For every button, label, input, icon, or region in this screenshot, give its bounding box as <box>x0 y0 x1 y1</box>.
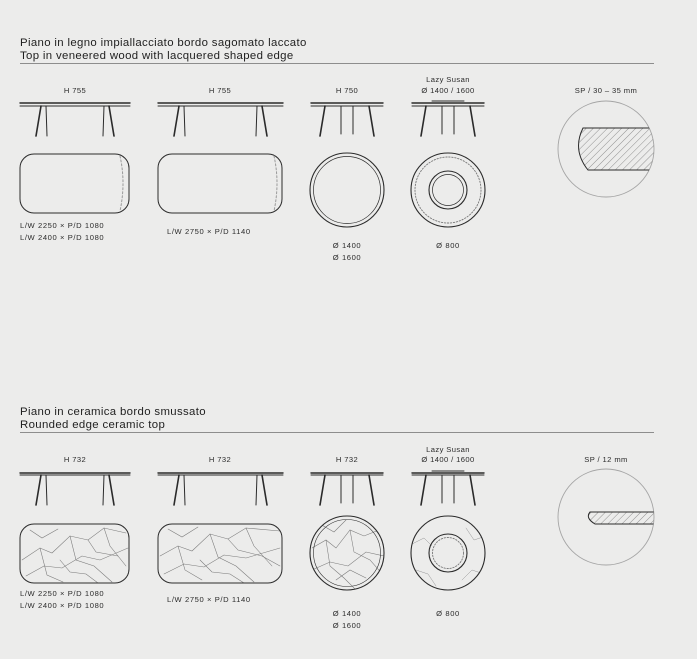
round-dimension-a: Ø 1400 <box>332 609 362 618</box>
round-dimension-a: Ø 1400 <box>332 241 362 250</box>
table1-dimension-a: L/W 2250 × P/D 1080 <box>20 221 105 230</box>
table2-dimension: L/W 2750 × P/D 1140 <box>167 595 251 604</box>
table2-marble-plan <box>158 524 282 583</box>
lazy-susan-marble-plan <box>411 516 486 590</box>
lazy-susan-plan <box>411 153 485 227</box>
edge-detail-2 <box>558 469 660 565</box>
table1-dimension-a: L/W 2250 × P/D 1080 <box>20 589 105 598</box>
section-1-title-it: Piano in legno impiallacciato bordo sagomato laccato <box>20 37 307 49</box>
round-dimension-b: Ø 1600 <box>332 621 362 630</box>
table1-elevation <box>20 103 130 136</box>
lazy-susan-dimension: Ø 800 <box>436 609 460 618</box>
round-table-height-label: H 750 <box>335 86 359 95</box>
lazy-susan-label: Lazy Susan <box>426 445 470 454</box>
table1-dimension-b: L/W 2400 × P/D 1080 <box>20 601 105 610</box>
lazy-susan-sizes: Ø 1400 / 1600 <box>421 455 475 464</box>
round-table-elevation <box>311 103 383 136</box>
table2-height-label: H 732 <box>208 455 232 464</box>
lazy-susan-dimension: Ø 800 <box>436 241 460 250</box>
table2-elevation <box>158 103 283 136</box>
section-2-title-en: Rounded edge ceramic top <box>20 419 166 431</box>
table1-dimension-b: L/W 2400 × P/D 1080 <box>20 233 105 242</box>
table1-plan <box>20 154 129 213</box>
table2-elevation <box>158 473 283 505</box>
table1-height-label: H 755 <box>63 86 87 95</box>
lazy-susan-label: Lazy Susan <box>426 75 470 84</box>
round-table-marble-plan <box>310 516 384 590</box>
lazy-susan-elevation <box>412 471 484 505</box>
edge-thickness-label: SP / 30 – 35 mm <box>574 86 638 95</box>
table1-elevation <box>20 473 130 505</box>
round-table-elevation <box>311 473 383 505</box>
round-dimension-b: Ø 1600 <box>332 253 362 262</box>
table1-marble-plan <box>20 524 129 583</box>
table1-height-label: H 732 <box>63 455 87 464</box>
round-table-height-label: H 732 <box>335 455 359 464</box>
edge-thickness-label: SP / 12 mm <box>584 455 628 464</box>
lazy-susan-sizes: Ø 1400 / 1600 <box>421 86 475 95</box>
table2-plan <box>158 154 282 213</box>
section-2-title-it: Piano in ceramica bordo smussato <box>20 406 206 418</box>
lazy-susan-elevation <box>412 101 484 136</box>
round-table-plan <box>310 153 384 227</box>
edge-detail-1 <box>558 101 660 197</box>
section-1-title-en: Top in veneered wood with lacquered shaped edge <box>20 50 294 62</box>
table2-dimension: L/W 2750 × P/D 1140 <box>167 227 251 236</box>
table2-height-label: H 755 <box>208 86 232 95</box>
